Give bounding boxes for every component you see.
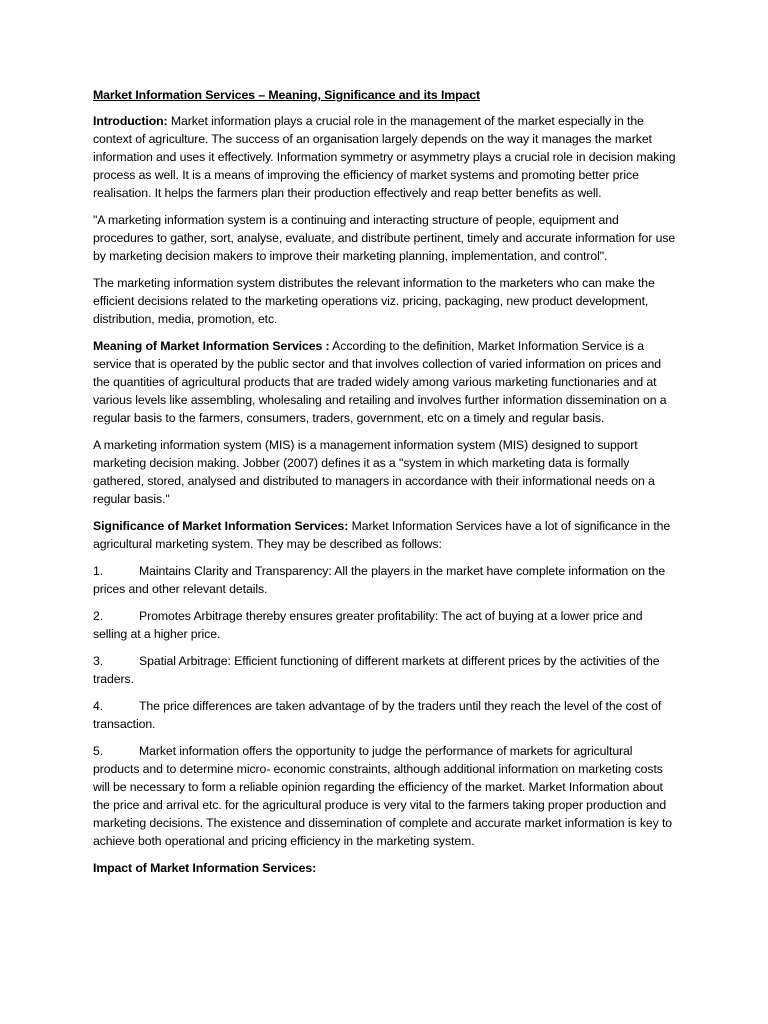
significance-text: Market Information Services have a lot of significance in the agricultural marketing system. They may be described as follows:: [93, 519, 671, 551]
list-item-text: Market information offers the opportunity to judge the performance of markets for agricultural products and to determine micro- economic constraints, although additional information on marketing costs will be necessary to form a reliable opinion regarding the efficiency of the market. Market Information about the price and arrival etc. for the agricultural produce is very vital to the farmers taking proper production and marketing decisions. The existence and dissemination of complete and accurate market information is key to achieve both operational and pricing efficiency in the marketing system.: [93, 744, 673, 848]
list-item-number: 1.: [93, 564, 104, 578]
distributes-paragraph: The marketing information system distributes the relevant information to the marketers who can make the efficient decisions related to the marketing operations viz. pricing, packaging, new product development, distribution, media, promotion, etc.: [93, 276, 655, 326]
list-item-text: Maintains Clarity and Transparency: All the players in the market have complete information on the prices and other relevant details.: [93, 564, 666, 596]
list-item-text: The price differences are taken advantage of by the traders until they reach the level of the cost of transaction.: [93, 699, 662, 731]
list-item: [93, 652, 679, 688]
list-item: [93, 697, 679, 733]
significance-lead: Significance of Market Information Services:: [93, 519, 349, 533]
list-item-text: Promotes Arbitrage thereby ensures greater profitability: The act of buying at a lower price and selling at a higher price.: [93, 609, 643, 641]
list-item-number: 4.: [93, 699, 104, 713]
intro-lead: Introduction:: [93, 114, 168, 128]
meaning-paragraph: [93, 337, 679, 427]
intro-text: Market information plays a crucial role in the management of the market especially in the context of agriculture. The success of an organisation largely depends on the way it manages the market information and uses it effectively. Information symmetry or asymmetry plays a crucial role in decision making process as well. It is a means of improving the efficiency of market systems and promoting better price realisation. It helps the farmers plan their production effectively and reap better benefits as well.: [93, 114, 676, 200]
list-item-number: 2.: [93, 609, 104, 623]
document-page: [93, 86, 679, 886]
list-item-text: Spatial Arbitrage: Efficient functioning of different markets at different prices by the activities of the traders.: [93, 654, 660, 686]
document-title: Market Information Services – Meaning, Significance and its Impact: [93, 88, 481, 102]
list-item: [93, 742, 679, 850]
significance-paragraph: [93, 517, 679, 553]
meaning-lead: Meaning of Market Information Services :: [93, 339, 330, 353]
intro-paragraph: [93, 112, 679, 202]
mis-paragraph: A marketing information system (MIS) is a management information system (MIS) designed to support marketing decision making. Jobber (2007) defines it as a "system in which marketing data is formally gathered, stored, analysed and distributed to managers in accordance with their informational needs on a regular basis.": [93, 438, 655, 506]
list-item-number: 3.: [93, 654, 104, 668]
quote-paragraph: "A marketing information system is a continuing and interacting structure of people, equipment and procedures to gather, sort, analyse, evaluate, and distribute pertinent, timely and accurate information for use by marketing decision makers to improve their marketing planning, implementation, and control".: [93, 213, 676, 263]
list-item: [93, 562, 679, 598]
list-item: [93, 607, 679, 643]
meaning-text: According to the definition, Market Information Service is a service that is operated by the public sector and that involves collection of varied information on prices and the quantities of agricultural products that are traded widely among various marketing functionaries and at various levels like assembling, wholesaling and retailing and involves further information dissemination on a regular basis to the farmers, consumers, traders, government, etc on a timely and regular basis.: [93, 339, 667, 425]
list-item-number: 5.: [93, 744, 104, 758]
impact-heading: Impact of Market Information Services:: [93, 861, 317, 875]
